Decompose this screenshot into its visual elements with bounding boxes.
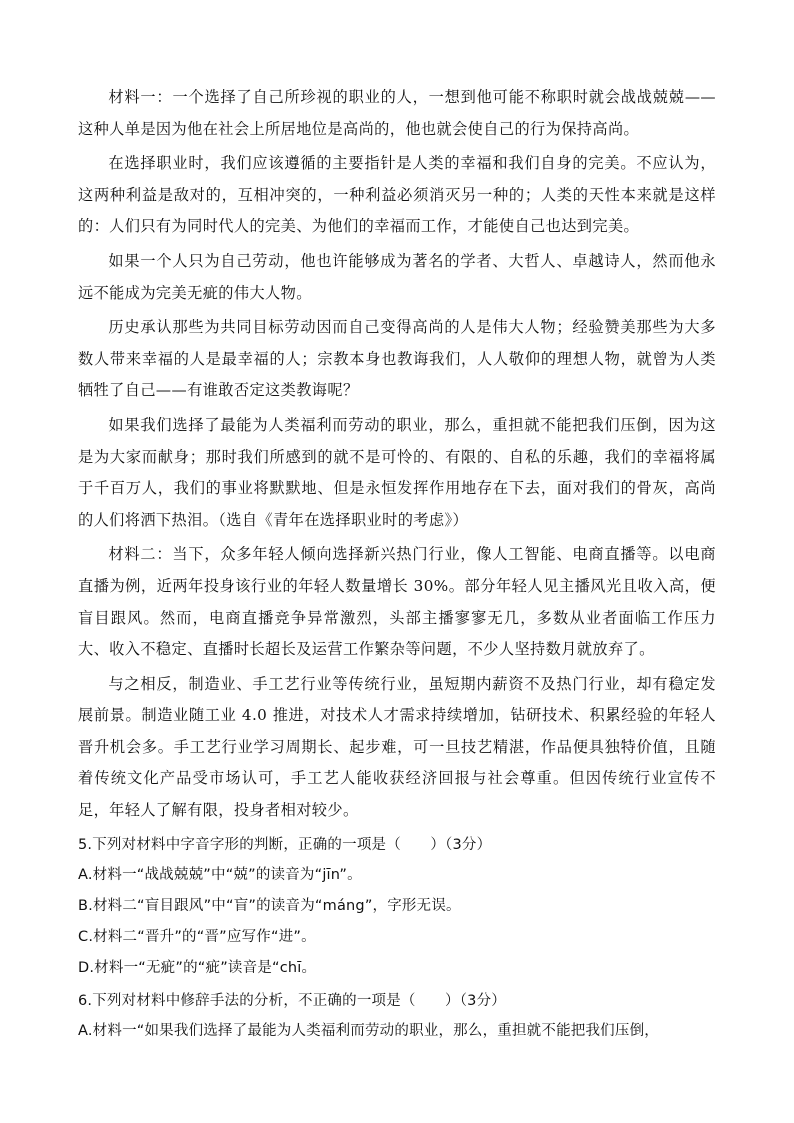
question-5-option-a: A.材料一“战战兢兢”中“兢”的读音为“jīn”。 xyxy=(78,866,362,883)
passage-paragraph-1: 材料一：一个选择了自己所珍视的职业的人，一想到他可能不称职时就会战战兢兢——这种人单是因为他在社会上所居地位是高尚的，他也就会使自己的行为保持高尚。 xyxy=(78,88,716,138)
question-6 xyxy=(78,986,716,1047)
question-5-option-c: C.材料二“晋升”的“晋”应写作“进”。 xyxy=(78,928,316,945)
exam-page xyxy=(78,82,716,1047)
question-5 xyxy=(78,830,716,984)
question-5-option-d: D.材料一“无疵”的“疵”读音是“chī。 xyxy=(78,959,317,976)
question-6-stem: 6.下列对材料中修辞手法的分析，不正确的一项是（ ）（3分） xyxy=(78,992,507,1009)
passage-paragraph-4: 历史承认那些为共同目标劳动因而自己变得高尚的人是伟大人物；经验赞美那些为大多数人带来幸福的人是最幸福的人；宗教本身也教诲我们，人人敬仰的理想人物，就曾为人类牺牲了自己——有谁敢否定这类教诲呢？ xyxy=(78,318,716,400)
passage-paragraph-5: 如果我们选择了最能为人类福利而劳动的职业，那么，重担就不能把我们压倒，因为这是为大家而献身；那时我们所感到的就不是可怜的、有限的、自私的乐趣，我们的幸福将属于千百万人，我们的事业将默默地、但是永恒发挥作用地存在下去，面对我们的骨灰，高尚的人们将洒下热泪。（选自《青年在选择职业时的考虑》） xyxy=(78,415,716,529)
passage-paragraph-3: 如果一个人只为自己劳动，他也许能够成为著名的学者、大哲人、卓越诗人，然而他永远不能成为完美无疵的伟大人物。 xyxy=(78,251,716,302)
question-5-option-b: B.材料二“盲目跟风”中“盲”的读音为“máng”，字形无误。 xyxy=(78,897,461,914)
passage-paragraph-7: 与之相反，制造业、手工艺行业等传统行业，虽短期内薪资不及热门行业，却有稳定发展前景。制造业随工业 4.0 推进，对技术人才需求持续增加，钻研技术、积累经验的年轻人晋升机会多。手工艺行业学习周期长、起步难，可一旦技艺精湛，作品便具独特价值，且随着传统文化产品受市场认可，手工艺人能收获经济回报与社会尊重。但因传统行业宣传不足，年轻人了解有限，投身者相对较少。 xyxy=(78,674,716,820)
question-6-option-a: A.材料一“如果我们选择了最能为人类福利而劳动的职业，那么，重担就不能把我们压倒， xyxy=(78,1022,659,1039)
passage-paragraph-2: 在选择职业时，我们应该遵循的主要指针是人类的幸福和我们自身的完美。不应认为，这两种利益是敌对的，互相冲突的，一种利益必须消灭另一种的；人类的天性本来就是这样的：人们只有为同时代人的完美、为他们的幸福而工作，才能使自己也达到完美。 xyxy=(78,154,716,236)
question-5-stem: 5.下列对材料中字音字形的判断，正确的一项是（ ）（3分） xyxy=(78,836,492,853)
passage-paragraph-6: 材料二：当下，众多年轻人倾向选择新兴热门行业，像人工智能、电商直播等。以电商直播为例，近两年投身该行业的年轻人数量增长 30%。部分年轻人见主播风光且收入高，便盲目跟风。然而，电商直播竞争异常激烈，头部主播寥寥无几，多数从业者面临工作压力大、收入不稳定、直播时长超长及运营工作繁杂等问题，不少人坚持数月就放弃了。 xyxy=(78,545,716,659)
